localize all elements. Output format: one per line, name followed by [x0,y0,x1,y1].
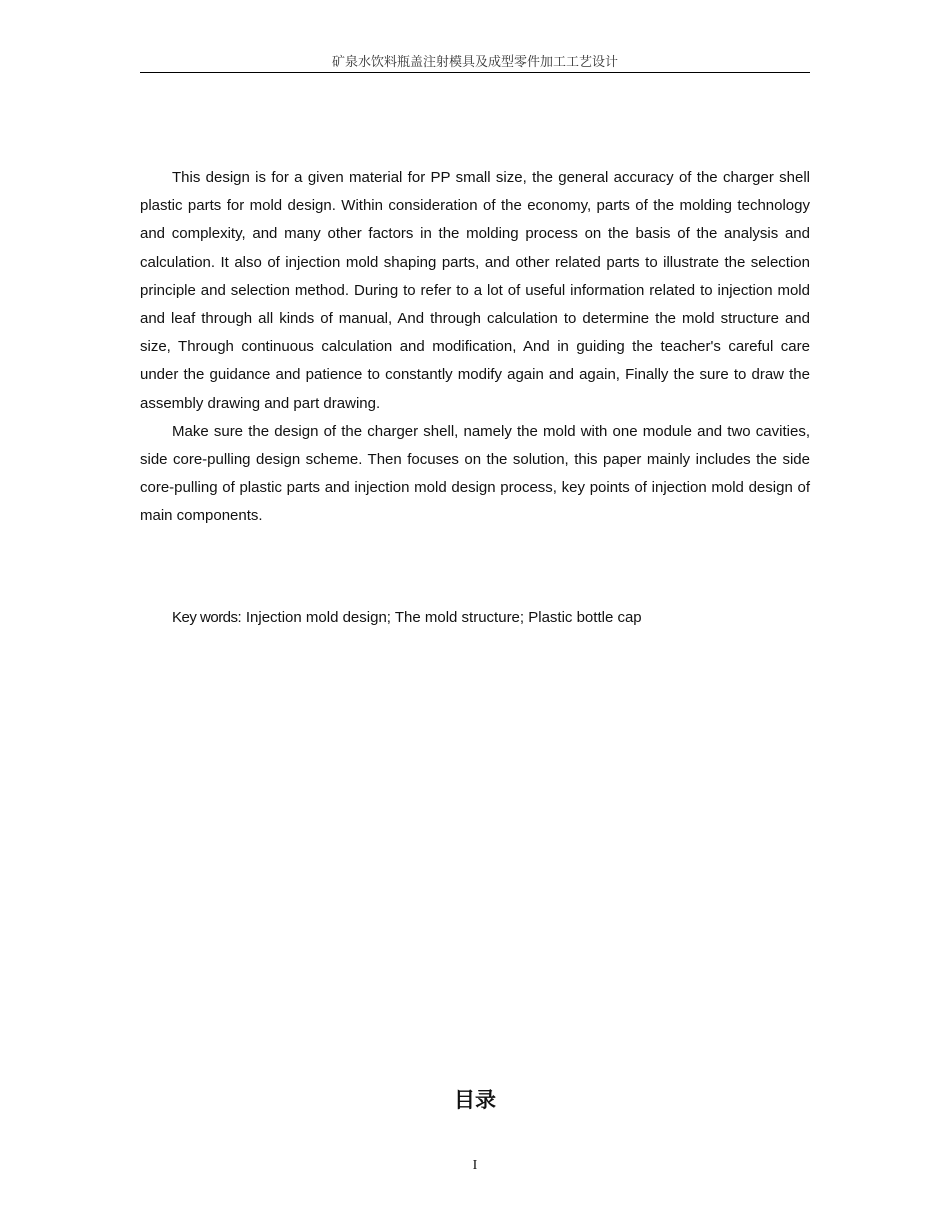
abstract-paragraph-1: This design is for a given material for PP small size, the general accuracy of the charger shell plastic parts for mold design. Within consideration of the economy, parts of the molding technology and complexity, and many other factors in the molding process on the basis of the analysis and calculation. It also of injection mold shaping parts, and other related parts to illustrate the selection principle and selection method. During to refer to a lot of useful information related to injection mold and leaf through all kinds of manual, And through calculation to determine the mold structure and size, Through continuous calculation and modification, And in guiding the teacher's careful care under the guidance and patience to constantly modify again and again, Finally the sure to draw the assembly drawing and part drawing. [140,169,810,412]
abstract-body [140,164,810,531]
page-header-title: 矿泉水饮料瓶盖注射模具及成型零件加工工艺设计 [331,55,618,70]
header-divider [140,72,810,73]
keywords-text: Injection mold design; The mold structure; Plastic bottle cap [245,609,642,626]
abstract-paragraph-2: Make sure the design of the charger shell, namely the mold with one module and two cavities, side core-pulling design scheme. Then focuses on the solution, this paper mainly includes the side core-pulling of plastic parts and injection mold design process, key points of injection mold design of main components. [140,422,810,525]
toc-heading: 目录 [454,1088,496,1112]
keywords-line [172,604,812,632]
keywords-label: Key words [172,609,238,626]
keywords-separator: : [237,609,246,626]
page-number: I [472,1158,478,1173]
